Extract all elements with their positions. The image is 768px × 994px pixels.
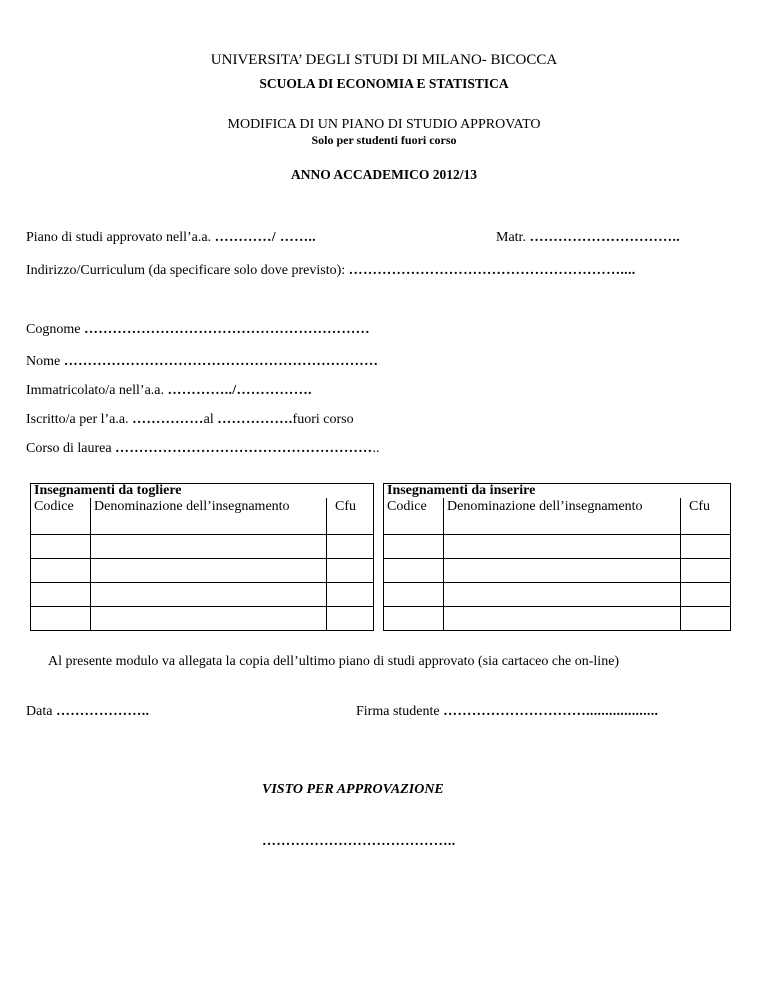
- add-cfu-cell[interactable]: [681, 583, 731, 607]
- name-row: [26, 354, 378, 370]
- registered-row: [26, 412, 354, 428]
- remove-name-cell[interactable]: [91, 559, 327, 583]
- registered-year-end-field[interactable]: …………….: [217, 412, 293, 427]
- degree-field[interactable]: ………………………………………………: [115, 441, 373, 456]
- remove-cfu-cell[interactable]: [327, 607, 374, 631]
- registered-al: al: [203, 412, 214, 427]
- university-name: UNIVERSITA’ DEGLI STUDI DI MILANO- BICOCCA: [210, 52, 558, 68]
- name-label: Nome: [26, 354, 61, 369]
- remove-cfu-cell[interactable]: [327, 583, 374, 607]
- school-name: SCUOLA DI ECONOMIA E STATISTICA: [259, 76, 509, 91]
- plan-year-row: [26, 230, 316, 246]
- add-name-header: Denominazione dell’insegnamento: [444, 498, 681, 535]
- approval-signature-field[interactable]: …………………………………..: [262, 834, 456, 849]
- remove-code-cell[interactable]: [31, 583, 91, 607]
- form-subtitle: Solo per studenti fuori corso: [311, 133, 457, 147]
- curriculum-field[interactable]: …………………………………………………....: [348, 263, 636, 278]
- registered-year-field[interactable]: ……………: [132, 412, 204, 427]
- approval-title: VISTO PER APPROVAZIONE: [262, 782, 444, 797]
- add-name-cell[interactable]: [444, 559, 681, 583]
- degree-tail: ..: [372, 441, 380, 456]
- remove-section-title: Insegnamenti da togliere: [34, 483, 182, 498]
- add-name-cell[interactable]: [444, 535, 681, 559]
- enrolled-row: [26, 383, 312, 399]
- remove-code-cell[interactable]: [31, 607, 91, 631]
- registered-label: Iscritto/a per l’a.a.: [26, 412, 129, 427]
- add-cfu-cell[interactable]: [681, 559, 731, 583]
- enrolled-field[interactable]: …………../…………….: [167, 383, 312, 398]
- surname-field[interactable]: ……………………………………………………: [83, 322, 370, 337]
- add-cfu-cell[interactable]: [681, 607, 731, 631]
- table-header-row: [31, 498, 731, 535]
- student-signature-label: Firma studente: [356, 704, 440, 719]
- degree-row: [26, 441, 379, 457]
- table-row: [31, 535, 731, 559]
- student-signature-row: [356, 704, 658, 720]
- degree-label: Corso di laurea: [26, 441, 112, 456]
- matr-label: Matr.: [496, 230, 526, 245]
- remove-name-cell[interactable]: [91, 583, 327, 607]
- form-title: MODIFICA DI UN PIANO DI STUDIO APPROVATO: [227, 117, 541, 132]
- remove-cfu-cell[interactable]: [327, 535, 374, 559]
- courses-table: [30, 483, 731, 631]
- name-field[interactable]: …………………………………………………………: [63, 354, 379, 369]
- registered-suffix: fuori corso: [292, 412, 354, 427]
- table-section-row: [31, 484, 731, 499]
- add-cfu-header: Cfu: [681, 498, 731, 535]
- date-row: [26, 704, 149, 720]
- add-code-cell[interactable]: [384, 583, 444, 607]
- matr-row: [496, 230, 680, 246]
- remove-name-cell[interactable]: [91, 535, 327, 559]
- add-code-cell[interactable]: [384, 535, 444, 559]
- curriculum-row: [26, 263, 636, 279]
- add-name-cell[interactable]: [444, 583, 681, 607]
- table-row: [31, 607, 731, 631]
- add-section-title: Insegnamenti da inserire: [387, 483, 536, 498]
- add-code-cell[interactable]: [384, 607, 444, 631]
- plan-year-label: Piano di studi approvato nell’a.a.: [26, 230, 212, 245]
- curriculum-label: Indirizzo/Curriculum (da specificare solo dove previsto):: [26, 263, 346, 278]
- remove-name-header: Denominazione dell’insegnamento: [91, 498, 327, 535]
- date-label: Data: [26, 704, 53, 719]
- matr-field[interactable]: …………………………..: [529, 230, 681, 245]
- remove-name-cell[interactable]: [91, 607, 327, 631]
- remove-code-cell[interactable]: [31, 559, 91, 583]
- add-code-header: Codice: [384, 498, 444, 535]
- remove-cfu-cell[interactable]: [327, 559, 374, 583]
- remove-code-cell[interactable]: [31, 535, 91, 559]
- student-signature-field[interactable]: …………………………...................: [443, 704, 659, 719]
- attachment-note: Al presente modulo va allegata la copia dell’ultimo piano di studi approvato (sia cartaceo che on-line): [48, 654, 620, 669]
- academic-year: ANNO ACCADEMICO 2012/13: [290, 167, 477, 182]
- add-section-title-cell: [384, 484, 731, 499]
- plan-year-field[interactable]: …………/ ……..: [214, 230, 316, 245]
- table-row: [31, 583, 731, 607]
- add-code-cell[interactable]: [384, 559, 444, 583]
- remove-section-title-cell: [31, 484, 374, 499]
- remove-code-header: Codice: [31, 498, 91, 535]
- add-name-cell[interactable]: [444, 607, 681, 631]
- surname-label: Cognome: [26, 322, 81, 337]
- add-cfu-cell[interactable]: [681, 535, 731, 559]
- enrolled-label: Immatricolato/a nell’a.a.: [26, 383, 164, 398]
- remove-cfu-header: Cfu: [327, 498, 374, 535]
- table-row: [31, 559, 731, 583]
- date-field[interactable]: ………………..: [55, 704, 150, 719]
- surname-row: [26, 322, 370, 338]
